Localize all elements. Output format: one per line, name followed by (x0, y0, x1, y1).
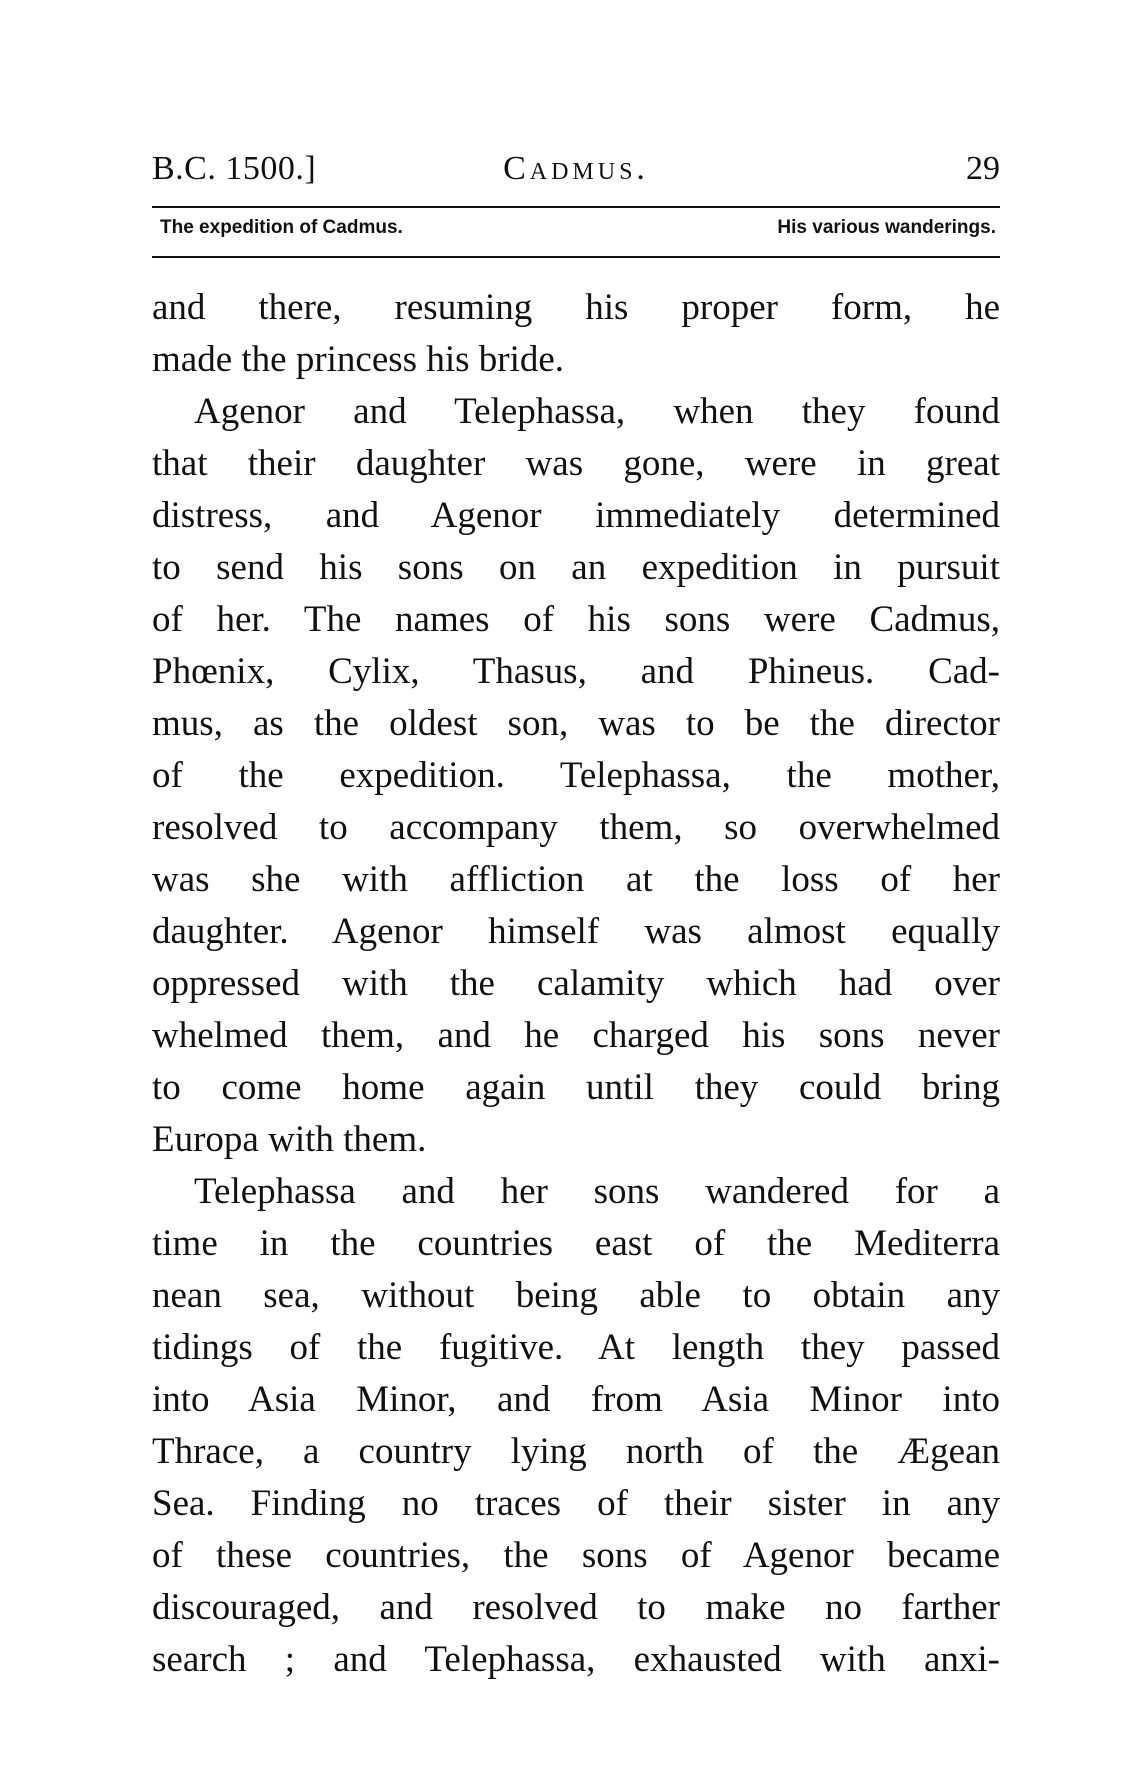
page-number: 29 (966, 150, 1000, 187)
text-line: to send his sons on an expedition in pursuit (152, 547, 1000, 588)
text-line: was she with affliction at the loss of her (152, 859, 1000, 900)
body-text (152, 282, 1000, 1686)
running-header (152, 150, 1000, 196)
header-rule-bottom (152, 256, 1000, 258)
text-line: mus, as the oldest son, was to be the director (152, 703, 1000, 744)
text-line: Sea. Finding no traces of their sister in any (152, 1483, 1000, 1524)
text-line: time in the countries east of the Mediterra (152, 1223, 1000, 1264)
text-line: to come home again until they could bring (152, 1067, 1000, 1108)
text-line: tidings of the fugitive. At length they passed (152, 1327, 1000, 1368)
text-line: of these countries, the sons of Agenor became (152, 1535, 1000, 1576)
text-line: resolved to accompany them, so overwhelmed (152, 807, 1000, 848)
text-line: oppressed with the calamity which had over (152, 963, 1000, 1004)
text-line: into Asia Minor, and from Asia Minor into (152, 1379, 1000, 1420)
text-line: Thrace, a country lying north of the Ægean (152, 1431, 1000, 1472)
text-line: of her. The names of his sons were Cadmus, (152, 599, 1000, 640)
running-subheader (160, 215, 996, 245)
text-line: nean sea, without being able to obtain any (152, 1275, 1000, 1316)
header-title: Cadmus. (503, 150, 649, 187)
subheader-right: His various wanderings. (777, 217, 996, 238)
text-line: of the expedition. Telephassa, the mother, (152, 755, 1000, 796)
text-line: Agenor and Telephassa, when they found (194, 391, 1000, 432)
text-line: made the princess his bride. (152, 339, 565, 380)
header-date: B.C. 1500.] (152, 150, 317, 187)
subheader-left: The expedition of Cadmus. (160, 217, 403, 238)
text-line: and there, resuming his proper form, he (152, 287, 1000, 328)
text-line: discouraged, and resolved to make no farther (152, 1587, 1000, 1628)
header-rule-top (152, 206, 1000, 208)
text-line: Phœnix, Cylix, Thasus, and Phineus. Cad- (152, 651, 1000, 692)
text-line: whelmed them, and he charged his sons never (152, 1015, 1000, 1056)
text-line: search ; and Telephassa, exhausted with anxi- (152, 1639, 1000, 1680)
text-line: Telephassa and her sons wandered for a (194, 1171, 1000, 1212)
text-line: that their daughter was gone, were in great (152, 443, 1000, 484)
text-line: distress, and Agenor immediately determined (152, 495, 1000, 536)
text-line: Europa with them. (152, 1119, 427, 1160)
text-line: daughter. Agenor himself was almost equally (152, 911, 1000, 952)
